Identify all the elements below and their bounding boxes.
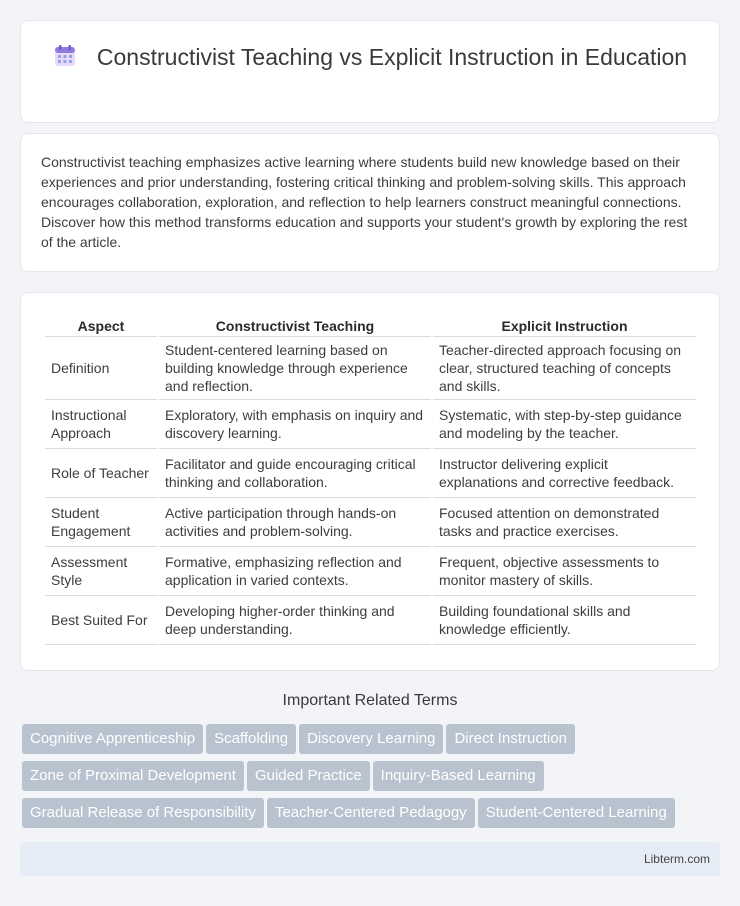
row-explicit: Frequent, objective assessments to monitor mastery of skills. [433, 547, 696, 596]
calendar-icon [53, 44, 77, 68]
related-term-tag[interactable]: Direct Instruction [446, 724, 575, 754]
table-row [45, 337, 696, 400]
related-term-tag[interactable]: Discovery Learning [299, 724, 443, 754]
row-constructivist: Facilitator and guide encouraging critical thinking and collaboration. [159, 449, 431, 498]
intro-card [20, 133, 720, 272]
row-constructivist: Formative, emphasizing reflection and application in varied contexts. [159, 547, 431, 596]
related-term-tag[interactable]: Teacher-Centered Pedagogy [267, 798, 475, 828]
table-row [45, 547, 696, 596]
table-row [45, 449, 696, 498]
page-title-text: Constructivist Teaching vs Explicit Instruction in Education [96, 44, 688, 70]
related-term-tag[interactable]: Guided Practice [247, 761, 370, 791]
row-constructivist: Student-centered learning based on building knowledge through experience and reflection. [159, 337, 431, 400]
row-constructivist: Exploratory, with emphasis on inquiry and discovery learning. [159, 400, 431, 449]
related-term-tag[interactable]: Scaffolding [206, 724, 296, 754]
row-aspect: Instructional Approach [45, 400, 157, 449]
page-title [21, 43, 719, 72]
column-header-aspect: Aspect [45, 315, 157, 337]
table-row [45, 596, 696, 645]
table-row [45, 400, 696, 449]
row-constructivist: Developing higher-order thinking and deep understanding. [159, 596, 431, 645]
related-terms-heading: Important Related Terms [282, 692, 458, 709]
row-aspect: Best Suited For [45, 596, 157, 645]
related-term-tag[interactable]: Zone of Proximal Development [22, 761, 244, 791]
row-explicit: Teacher-directed approach focusing on clear, structured teaching of concepts and skills. [433, 337, 696, 400]
row-constructivist: Active participation through hands-on activities and problem-solving. [159, 498, 431, 547]
column-header-explicit: Explicit Instruction [433, 315, 696, 337]
tag-row [22, 798, 722, 835]
related-term-tag[interactable]: Gradual Release of Responsibility [22, 798, 264, 828]
row-aspect: Role of Teacher [45, 449, 157, 498]
row-aspect: Student Engagement [45, 498, 157, 547]
related-term-tag[interactable]: Inquiry-Based Learning [373, 761, 544, 791]
tag-row [22, 761, 722, 798]
row-explicit: Building foundational skills and knowledge efficiently. [433, 596, 696, 645]
related-terms-list [22, 724, 722, 835]
comparison-card [20, 292, 720, 671]
row-aspect: Assessment Style [45, 547, 157, 596]
row-explicit: Systematic, with step-by-step guidance and modeling by the teacher. [433, 400, 696, 449]
footer-brand-link[interactable]: Libterm.com [643, 852, 710, 866]
intro-paragraph: Constructivist teaching emphasizes active learning where students build new knowledge based on their experiences and prior understanding, fostering critical thinking and problem-solving skills. This approach encourages collaboration, exploration, and reflection to help learners construct meaningful connections. Discover how this method transforms education and supports your student's growth by exploring the rest of the article. [41, 154, 688, 250]
related-term-tag[interactable]: Cognitive Apprenticeship [22, 724, 203, 754]
tag-row [22, 724, 722, 761]
related-term-tag[interactable]: Student-Centered Learning [478, 798, 675, 828]
title-card [20, 20, 720, 123]
footer [20, 842, 720, 876]
table-row [45, 498, 696, 547]
column-header-constructivist: Constructivist Teaching [159, 315, 431, 337]
table-header-row [45, 315, 696, 337]
row-aspect: Definition [45, 337, 157, 400]
comparison-table [43, 315, 698, 645]
row-explicit: Focused attention on demonstrated tasks and practice exercises. [433, 498, 696, 547]
row-explicit: Instructor delivering explicit explanations and corrective feedback. [433, 449, 696, 498]
